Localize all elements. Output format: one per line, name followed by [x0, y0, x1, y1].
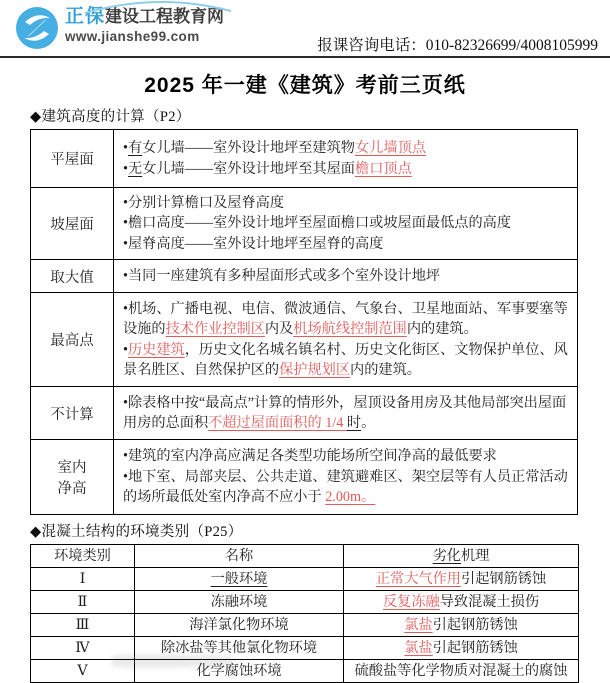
env-name-cell	[135, 614, 344, 637]
row-label	[31, 440, 114, 515]
env-mechanism-cell	[344, 637, 579, 660]
faint-watermark	[112, 652, 232, 670]
env-mechanism-cell	[344, 614, 579, 637]
column-header	[344, 545, 579, 568]
text-segment: 海洋氯化物环境	[189, 617, 289, 633]
row-label	[31, 387, 114, 440]
env-name-cell	[135, 591, 344, 614]
content-line	[123, 340, 569, 381]
text-segment: 冻融环境	[210, 594, 268, 610]
text-segment: •机场、广播电视、电信、微波通信、气象台、卫星地面站、军事要塞等设施的	[123, 300, 568, 337]
brand-name-blue: 正保	[65, 6, 106, 27]
env-class-cell: Ⅰ	[31, 568, 135, 591]
table-row	[31, 568, 579, 591]
env-class-cell: Ⅳ	[31, 637, 135, 660]
text-segment: 女儿墙——室外设计地坪至建筑物	[142, 140, 355, 156]
text-segment: 机场航线控制范围	[293, 321, 407, 337]
arc-decoration-icon	[83, 0, 233, 14]
env-mechanism-cell	[344, 660, 579, 683]
building-height-table-body	[31, 130, 578, 515]
brand-url: www.jianshe99.com	[65, 28, 200, 44]
text-segment: 内的建筑。	[406, 321, 478, 337]
env-mechanism-cell	[344, 568, 579, 591]
table-header-row	[31, 545, 579, 568]
text-segment: 内的建筑。	[350, 362, 421, 378]
text-segment: 化学腐蚀环境	[196, 663, 282, 679]
page-header	[0, 0, 610, 58]
row-label-line: 最高点	[50, 333, 94, 349]
text-segment: •屋脊高度——室外设计地坪至屋脊的高度	[123, 235, 384, 252]
text-segment: ，历史文化名城名镇名村、历史文化街区、文物保护单位、风景名胜区、自然保护区的	[123, 341, 568, 378]
column-header	[31, 545, 135, 568]
section-heading-concrete-environment: ◆混凝土结构的环境类别（P25）	[30, 524, 243, 540]
brand-logo	[14, 4, 224, 50]
page-title: 2025 年一建《建筑》考前三页纸	[144, 74, 466, 97]
row-label-line: 坡屋面	[50, 217, 94, 233]
row-label-line: 不计算	[50, 406, 94, 423]
text-segment: 女儿墙顶点	[355, 140, 426, 156]
consult-phone-line: 报课咨询电话：010-82326699/4008105999	[317, 37, 598, 54]
text-segment: 正常大气作用	[375, 571, 461, 587]
row-label	[31, 293, 114, 387]
content-line	[123, 138, 569, 159]
text-segment: 檐口顶点	[355, 160, 412, 177]
text-segment: 有	[127, 140, 143, 156]
table-row	[31, 293, 578, 387]
env-class-cell: Ⅱ	[31, 591, 135, 614]
content-line	[123, 159, 569, 180]
text-segment: 氯盐	[404, 617, 433, 633]
row-content	[114, 440, 578, 515]
row-content	[114, 260, 578, 293]
row-label-line: 室内	[57, 460, 87, 476]
text-segment: 反复冻融	[382, 594, 440, 610]
content-line	[123, 446, 569, 467]
table-row	[31, 188, 578, 260]
text-segment: 名称	[224, 548, 254, 564]
text-segment: 机理	[461, 548, 490, 564]
env-name-cell	[135, 568, 344, 591]
column-header	[135, 545, 344, 568]
text-segment: 保护规划区	[279, 362, 351, 378]
row-label-line: 净高	[57, 481, 87, 497]
text-segment: •地下室、局部夹层、公共走道、建筑避难区、架空层等有人员正常活动的场所最低处室内净高不应小于	[123, 468, 568, 506]
text-segment: 劣化	[432, 548, 461, 564]
table-row	[31, 130, 578, 188]
text-segment: 技术作业控制区	[165, 321, 265, 337]
building-height-table	[30, 129, 578, 515]
text-segment: 2.00m。	[325, 489, 376, 506]
content-line	[123, 234, 569, 255]
text-segment: 内及	[264, 321, 294, 337]
row-label-line: 取大值	[50, 269, 94, 286]
row-label	[31, 260, 114, 293]
table-row	[31, 614, 579, 637]
text-segment: •	[123, 140, 128, 156]
row-content	[114, 387, 578, 440]
text-segment: 历史建筑	[127, 341, 185, 358]
text-segment: •除表格中按“最高点”计算的情形外，屋顶设备用房及其他局部突出屋面用房的总面积	[123, 394, 567, 431]
text-segment: •	[123, 160, 128, 177]
brand-text	[65, 4, 224, 44]
env-class-cell: Ⅴ	[31, 660, 135, 683]
content-line	[123, 467, 569, 508]
section-heading-building-height: ◆建筑高度的计算（P2）	[30, 109, 191, 125]
content-line	[123, 213, 569, 234]
table-row	[31, 260, 578, 293]
row-label-line: 平屋面	[50, 152, 94, 168]
text-segment: •当同一座建筑有多种屋面形式或多个室外设计地坪	[123, 267, 441, 284]
text-segment: 无	[127, 160, 143, 177]
document-content	[0, 105, 610, 683]
row-content	[114, 293, 578, 387]
text-segment: •分别计算檐口及屋脊高度	[123, 194, 285, 211]
text-segment: 不超过屋面面积的 1/4	[208, 415, 347, 431]
table-row	[31, 440, 578, 515]
text-segment: 女儿墙——室外设计地坪至其屋面	[142, 160, 355, 177]
table-row	[31, 387, 578, 440]
environment-table-head	[31, 545, 579, 568]
text-segment: 引起钢筋锈蚀	[432, 640, 518, 656]
text-segment: 氯盐	[404, 640, 433, 656]
text-segment: 时	[346, 415, 362, 431]
text-segment: 硫酸盐等化学物质对混凝土的腐蚀	[354, 663, 568, 679]
text-segment: •建筑的室内净高应满足各类型功能场所空间净高的最低要求	[123, 448, 497, 465]
content-line	[123, 393, 569, 434]
content-line	[123, 266, 569, 287]
env-class-cell: Ⅲ	[31, 614, 135, 637]
row-content	[114, 130, 578, 188]
brand-name-dark: 建设工程教育网	[105, 7, 225, 26]
text-segment: 一般环境	[210, 571, 268, 587]
text-segment: 。	[361, 415, 376, 431]
zhengbao-z-swoosh-icon	[14, 4, 60, 50]
text-segment: 除冰盐等其他氯化物环境	[160, 640, 318, 656]
env-mechanism-cell	[344, 591, 579, 614]
text-segment: 引起钢筋锈蚀	[432, 617, 518, 633]
row-label	[31, 188, 114, 260]
text-segment: 环境类别	[54, 548, 111, 564]
text-segment: •	[123, 341, 128, 358]
text-segment: •檐口高度——室外设计地坪至屋面檐口或坡屋面最低点的高度	[123, 215, 512, 232]
content-line	[123, 193, 569, 214]
text-segment: 引起钢筋锈蚀	[461, 571, 547, 587]
table-row	[31, 591, 579, 614]
row-label	[31, 130, 114, 188]
row-content	[114, 188, 578, 260]
text-segment: 导致混凝土损伤	[439, 594, 540, 610]
content-line	[123, 299, 569, 340]
